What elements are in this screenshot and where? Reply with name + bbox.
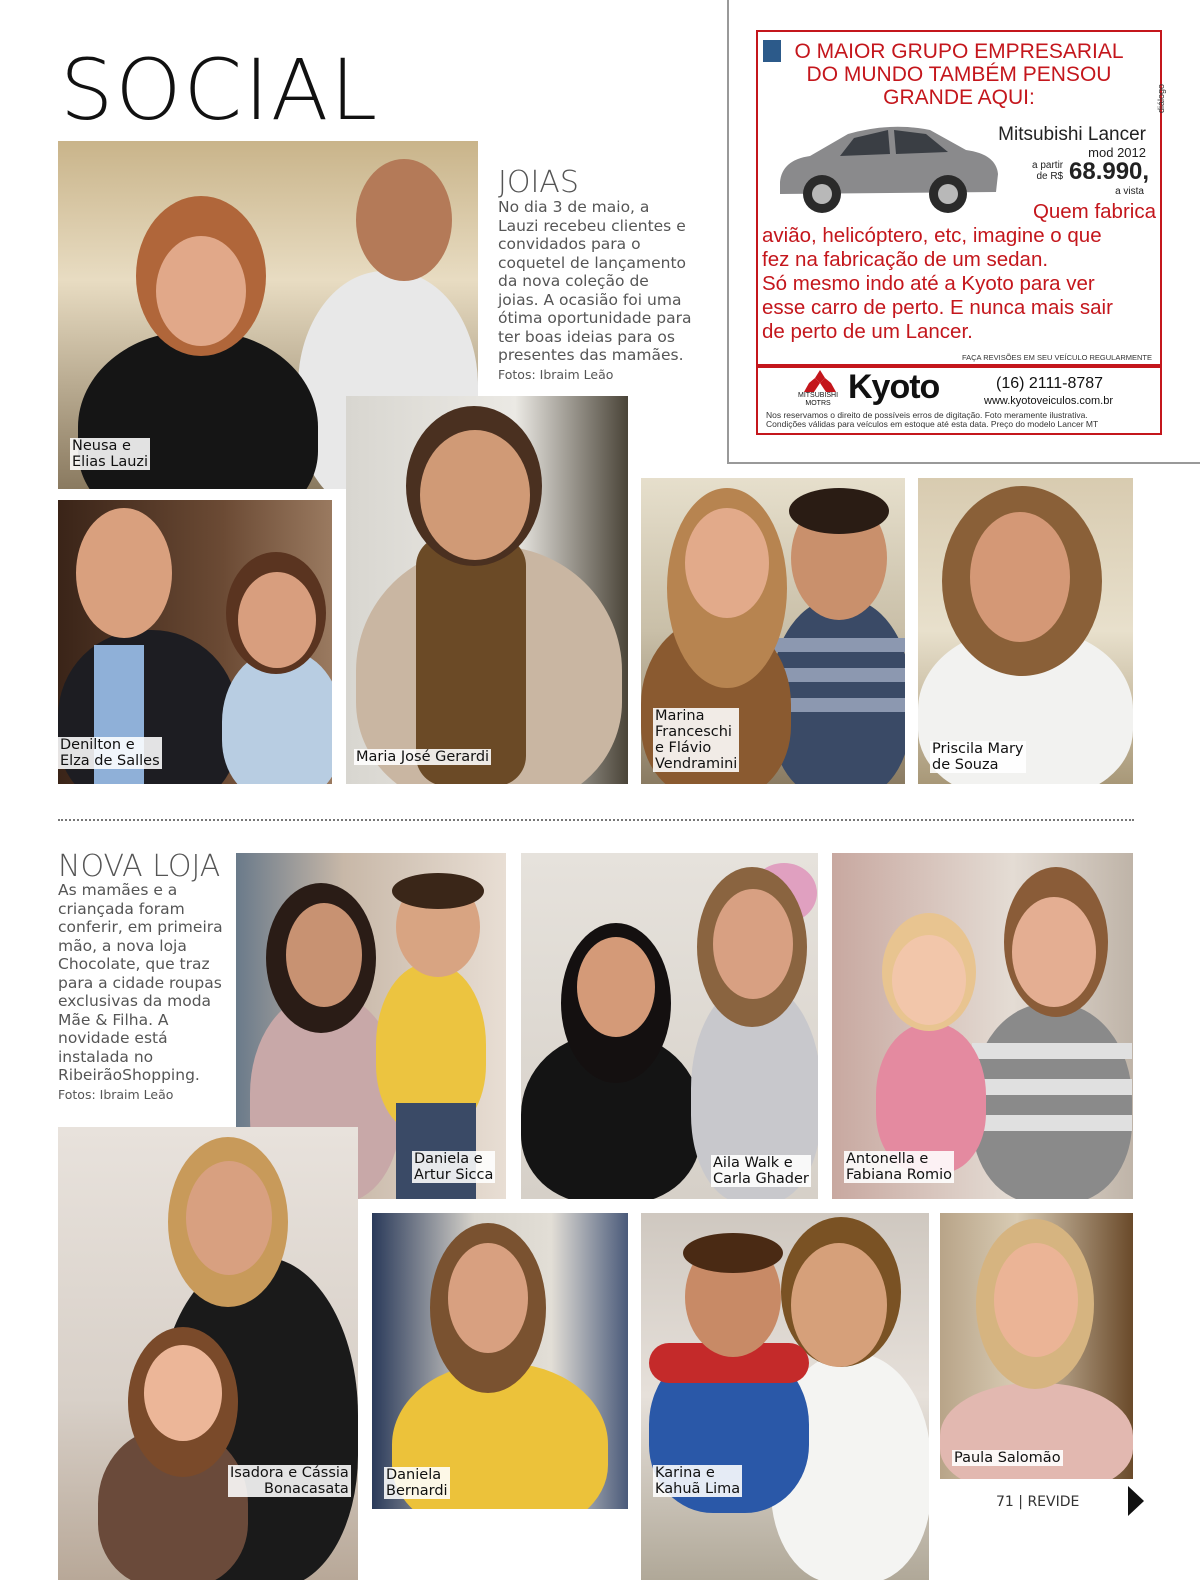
kyoto-ad[interactable]: [756, 30, 1166, 435]
photo-marina-flavio: [641, 478, 905, 784]
caption-karina-kahua: Karina e Kahuã Lima: [655, 1465, 741, 1497]
photo-antonella-fabiana: [832, 853, 1133, 1199]
ad-price-prefix: a partir de R$: [1032, 160, 1064, 182]
page-footer: [996, 1494, 1079, 1510]
photo-karina-kahua: [641, 1213, 929, 1580]
photo-daniela-bernardi: [372, 1213, 628, 1509]
caption-isadora-cassia: Isadora e Cássia Bonacasata: [230, 1465, 349, 1497]
ad-brand: Kyoto: [848, 368, 940, 406]
ad-phone[interactable]: (16) 2111-8787: [996, 375, 1104, 392]
photo-priscila: [918, 478, 1133, 784]
nova-loja-body: [58, 881, 230, 1104]
ad-divider-bar: [758, 364, 1160, 368]
footer-separator: |: [1018, 1494, 1023, 1510]
ad-disclaimer: Nos reservamos o direito de possíveis erros de digitação. Foto meramente ilustrativa. Condições válidas para veículos em estoque até esta data. Preço do modelo Lancer MT: [766, 410, 1099, 429]
joias-credit: Fotos: Ibraim Leão: [498, 366, 614, 382]
nova-loja-body-text: As mamães e a criançada foram conferir, em primeira mão, a nova loja Chocolate, que traz para a cidade roupas exclusivas da moda Mãe & Filha. A novidade está instalada no RibeirãoShopping.: [58, 881, 223, 1084]
ad-price-suffix: a vista: [1115, 186, 1144, 197]
caption-daniela-bernardi: Daniela Bernardi: [386, 1467, 448, 1499]
caption-marina-flavio: Marina Franceschi e Flávio Vendramini: [655, 708, 738, 772]
joias-body-text: No dia 3 de maio, a Lauzi recebeu clientes e convidados para o coquetel de lançamento da nova coleção de joias. A ocasião foi uma ótima oportunidade para ter boas ideias para os presentes das mamães.: [498, 198, 692, 364]
page-title: SOCIAL: [60, 41, 380, 139]
ad-headline: O MAIOR GRUPO EMPRESARIAL DO MUNDO TAMBÉM PENSOU GRANDE AQUI:: [794, 40, 1124, 109]
ad-model: Mitsubishi Lancer: [998, 124, 1146, 145]
page-number: 71: [996, 1494, 1014, 1510]
ad-body: Quem fabrica avião, helicóptero, etc, imagine o que fez na fabricação de um sedan. Só mesmo indo até a Kyoto para ver esse carro de perto. E nunca mais sair de perto de um Lancer.: [762, 200, 1156, 343]
joias-heading: JOIAS: [498, 165, 579, 200]
section-divider: [58, 819, 1134, 821]
caption-aila-carla: Aila Walk e Carla Ghader: [713, 1155, 809, 1187]
nova-loja-credit: Fotos: Ibraim Leão: [58, 1086, 174, 1102]
magazine-name: REVIDE: [1027, 1494, 1080, 1510]
caption-maria-jose-gerardi: Maria José Gerardi: [356, 749, 490, 765]
ad-price: 68.990,: [1069, 158, 1150, 185]
caption-antonella-fabiana: Antonella e Fabiana Romio: [846, 1151, 953, 1183]
caption-denilton-elza: Denilton e Elza de Salles: [60, 737, 160, 769]
caption-priscila: Priscila Mary de Souza: [932, 741, 1024, 773]
photo-paula-salomao: [940, 1213, 1133, 1479]
joias-body: [498, 198, 694, 384]
mitsubishi-logo-icon: [804, 370, 836, 394]
nova-loja-heading: NOVA LOJA: [58, 849, 221, 884]
caption-neusa-elias: Neusa e Elias Lauzi: [72, 438, 149, 470]
ad-website[interactable]: www.kyotoveiculos.com.br: [984, 395, 1113, 407]
photo-maria-jose-gerardi: [346, 396, 628, 784]
caption-daniela-artur: Daniela e Artur Sicca: [414, 1151, 494, 1183]
next-page-arrow-icon[interactable]: [1128, 1486, 1144, 1516]
photo-isadora-cassia: [58, 1127, 358, 1580]
ad-model-year: mod 2012: [1088, 145, 1146, 160]
photo-denilton-elza: [58, 500, 332, 784]
photo-aila-carla: [521, 853, 818, 1199]
ad-revisoes: FAÇA REVISÕES EM SEU VEÍCULO REGULARMENTE: [961, 353, 1152, 362]
caption-paula-salomao: Paula Salomão: [954, 1450, 1061, 1466]
ad-agency: diálogo: [1156, 84, 1166, 114]
ad-maker: MITSUBISHI MOTRS: [798, 392, 839, 407]
